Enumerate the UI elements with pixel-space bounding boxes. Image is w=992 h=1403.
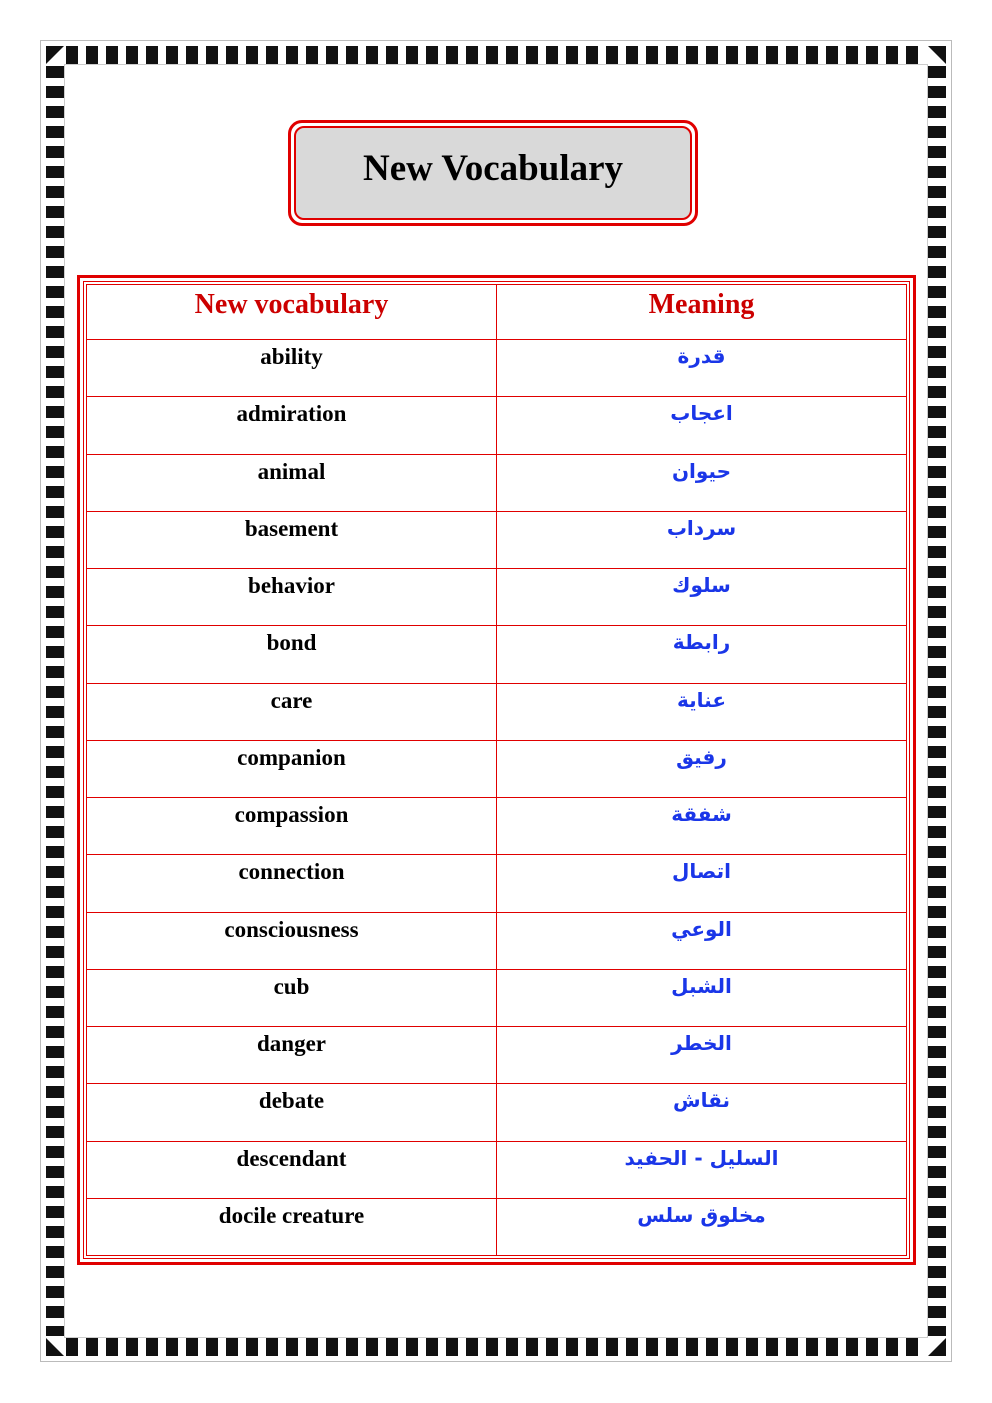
border-corner-top-right	[928, 46, 946, 64]
table-row	[87, 1084, 907, 1141]
page-title: New Vocabulary	[362, 147, 624, 189]
meaning-cell: اتصال	[497, 855, 907, 912]
word-cell: admiration	[87, 397, 497, 454]
table-row	[87, 626, 907, 683]
meaning-cell: قدرة	[497, 340, 907, 397]
word-cell: care	[87, 683, 497, 740]
header-meaning: Meaning	[497, 285, 907, 340]
meaning-cell: شفقة	[497, 798, 907, 855]
word-cell: behavior	[87, 569, 497, 626]
meaning-cell: عناية	[497, 683, 907, 740]
meaning-cell: مخلوق سلس	[497, 1198, 907, 1255]
word-cell: descendant	[87, 1141, 497, 1198]
table-row	[87, 511, 907, 568]
meaning-cell: سلوك	[497, 569, 907, 626]
meaning-cell: الخطر	[497, 1027, 907, 1084]
vocabulary-table-inner-frame	[83, 281, 910, 1259]
word-cell: danger	[87, 1027, 497, 1084]
word-cell: basement	[87, 511, 497, 568]
decorative-border-top	[66, 46, 926, 64]
meaning-cell: الوعي	[497, 912, 907, 969]
decorative-border-bottom	[66, 1338, 926, 1356]
border-corner-top-left	[46, 46, 64, 64]
word-cell: connection	[87, 855, 497, 912]
word-cell: companion	[87, 740, 497, 797]
word-cell: animal	[87, 454, 497, 511]
table-row	[87, 1027, 907, 1084]
table-row	[87, 454, 907, 511]
vocabulary-table	[86, 284, 907, 1256]
table-row	[87, 798, 907, 855]
header-new-vocabulary: New vocabulary	[87, 285, 497, 340]
decorative-border-left	[46, 66, 64, 1336]
table-row	[87, 569, 907, 626]
table-row	[87, 1141, 907, 1198]
title-box	[288, 120, 698, 226]
border-corner-bottom-left	[46, 1338, 64, 1356]
table-row	[87, 912, 907, 969]
word-cell: bond	[87, 626, 497, 683]
meaning-cell: الشبل	[497, 969, 907, 1026]
table-row	[87, 397, 907, 454]
word-cell: consciousness	[87, 912, 497, 969]
meaning-cell: نقاش	[497, 1084, 907, 1141]
meaning-cell: رابطة	[497, 626, 907, 683]
decorative-border-right	[928, 66, 946, 1336]
meaning-cell: سرداب	[497, 511, 907, 568]
table-row	[87, 683, 907, 740]
word-cell: cub	[87, 969, 497, 1026]
vocabulary-table-frame	[77, 275, 916, 1265]
word-cell: debate	[87, 1084, 497, 1141]
word-cell: compassion	[87, 798, 497, 855]
table-row	[87, 740, 907, 797]
table-row	[87, 340, 907, 397]
table-row	[87, 1198, 907, 1255]
title-box-inner	[294, 126, 692, 220]
word-cell: docile creature	[87, 1198, 497, 1255]
table-header-row	[87, 285, 907, 340]
word-cell: ability	[87, 340, 497, 397]
meaning-cell: اعجاب	[497, 397, 907, 454]
border-corner-bottom-right	[928, 1338, 946, 1356]
meaning-cell: رفيق	[497, 740, 907, 797]
meaning-cell: حيوان	[497, 454, 907, 511]
table-row	[87, 855, 907, 912]
table-row	[87, 969, 907, 1026]
meaning-cell: السليل - الحفيد	[497, 1141, 907, 1198]
